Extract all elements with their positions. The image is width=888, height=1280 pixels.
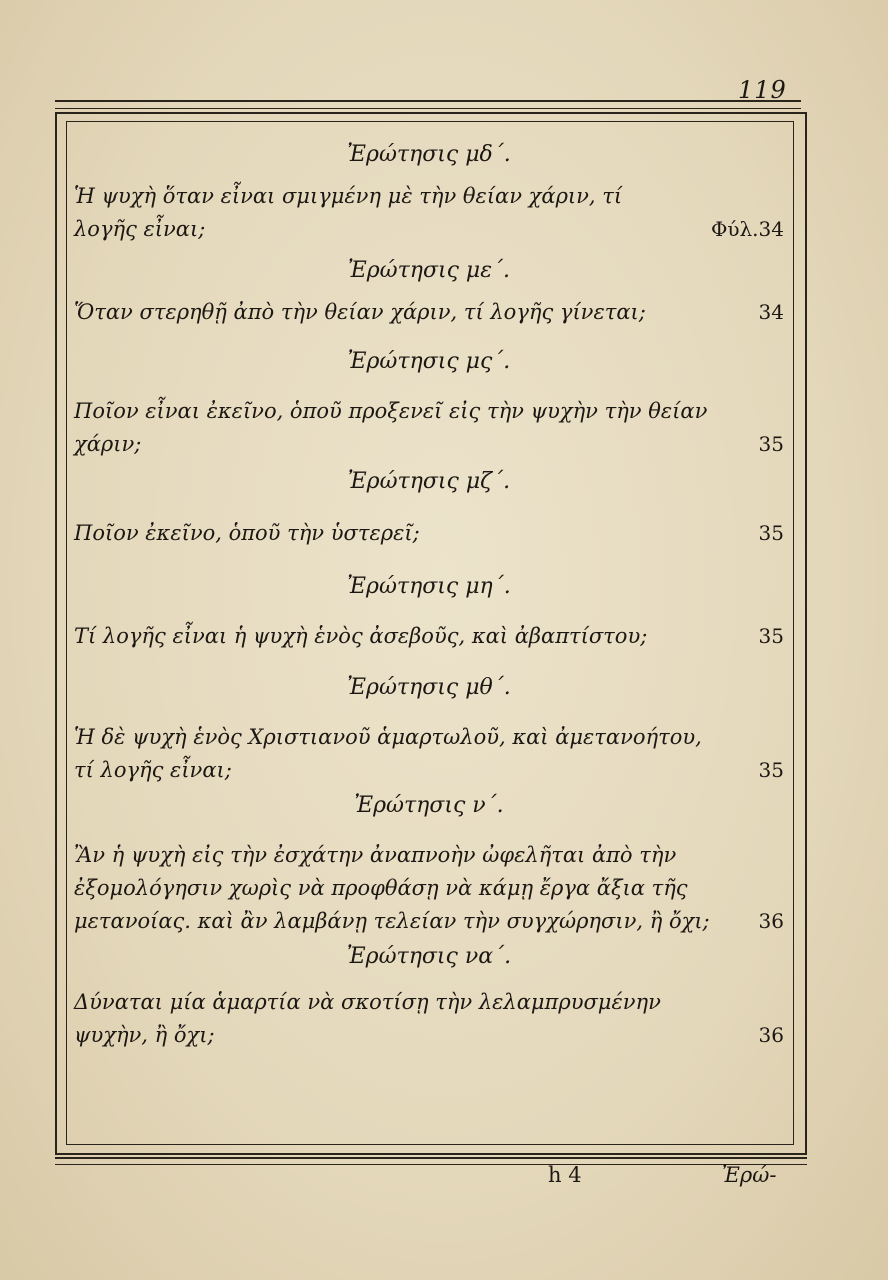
top-rule bbox=[55, 100, 801, 109]
entry-page-ref: Φύλ.34 bbox=[710, 217, 784, 241]
entry-text: Ποῖον εἶναι ἐκεῖνο, ὁποῦ προξενεῖ εἰς τὴν ψυχὴν τὴν θείαν χάριν; bbox=[74, 399, 708, 456]
entry-page-ref: 34 bbox=[758, 300, 784, 324]
entry-heading: Ἐρώτησις μζ΄. bbox=[347, 469, 511, 494]
bottom-rule bbox=[55, 1157, 807, 1165]
entry-text: Ἡ δὲ ψυχὴ ἑνὸς Χριστιανοῦ ἁμαρτωλοῦ, καὶ ἀμετανοήτου, τί λογῆς εἶναι; bbox=[74, 725, 702, 782]
entry-46 bbox=[74, 347, 784, 461]
entry-heading: Ἐρώτησις με΄. bbox=[347, 258, 511, 283]
entry-49 bbox=[74, 673, 784, 787]
entry-45 bbox=[74, 256, 784, 329]
entry-heading: Ἐρώτησις μς΄. bbox=[347, 349, 511, 374]
entry-48 bbox=[74, 572, 784, 653]
entry-page-ref: 36 bbox=[758, 909, 784, 933]
entry-50 bbox=[74, 791, 784, 938]
entry-heading: Ἐρώτησις μθ΄. bbox=[347, 675, 511, 700]
entry-heading: Ἐρώτησις μη΄. bbox=[347, 574, 511, 599]
entry-heading: Ἐρώτησις μδ΄. bbox=[347, 142, 511, 167]
entry-44 bbox=[74, 140, 784, 246]
entry-heading: Ἐρώτησις ν΄. bbox=[354, 793, 504, 818]
entry-heading: Ἐρώτησις να΄. bbox=[346, 944, 512, 969]
entry-text: Ὅταν στερηθῇ ἀπὸ τὴν θείαν χάριν, τί λογῆς γίνεται; bbox=[74, 300, 646, 324]
entry-page-ref: 35 bbox=[758, 432, 784, 456]
entry-text: Ποῖον ἐκεῖνο, ὁποῦ τὴν ὑστερεῖ; bbox=[74, 521, 420, 545]
entry-text: Ἡ ψυχὴ ὅταν εἶναι σμιγμένη μὲ τὴν θείαν χάριν, τί λογῆς εἶναι; bbox=[74, 184, 623, 241]
entry-page-ref: 35 bbox=[758, 758, 784, 782]
question-index bbox=[74, 140, 784, 1052]
entry-page-ref: 35 bbox=[758, 624, 784, 648]
page-number: 119 bbox=[738, 76, 787, 104]
entry-text: Ἂν ἡ ψυχὴ εἰς τὴν ἐσχάτην ἀναπνοὴν ὠφελῆται ἀπὸ τὴν ἐξομολόγησιν χωρὶς νὰ προφθάσῃ νὰ κάμῃ ἔργα ἄξια τῆς μετανοίας. καὶ ἂν λαμβάνῃ τελείαν τὴν συγχώρησιν, ἢ ὄχι; bbox=[74, 843, 710, 933]
entry-47 bbox=[74, 467, 784, 550]
entry-text: Τί λογῆς εἶναι ἡ ψυχὴ ἑνὸς ἀσεβοῦς, καὶ ἀβαπτίστου; bbox=[74, 624, 648, 648]
entry-text: Δύναται μία ἁμαρτία νὰ σκοτίσῃ τὴν λελαμπρυσμένην ψυχὴν, ἢ ὄχι; bbox=[74, 990, 661, 1047]
entry-page-ref: 36 bbox=[758, 1023, 784, 1047]
signature-mark: h 4 bbox=[548, 1163, 582, 1187]
entry-51 bbox=[74, 942, 784, 1052]
entry-page-ref: 35 bbox=[758, 521, 784, 545]
catchword: Ἐρώ- bbox=[722, 1163, 777, 1187]
